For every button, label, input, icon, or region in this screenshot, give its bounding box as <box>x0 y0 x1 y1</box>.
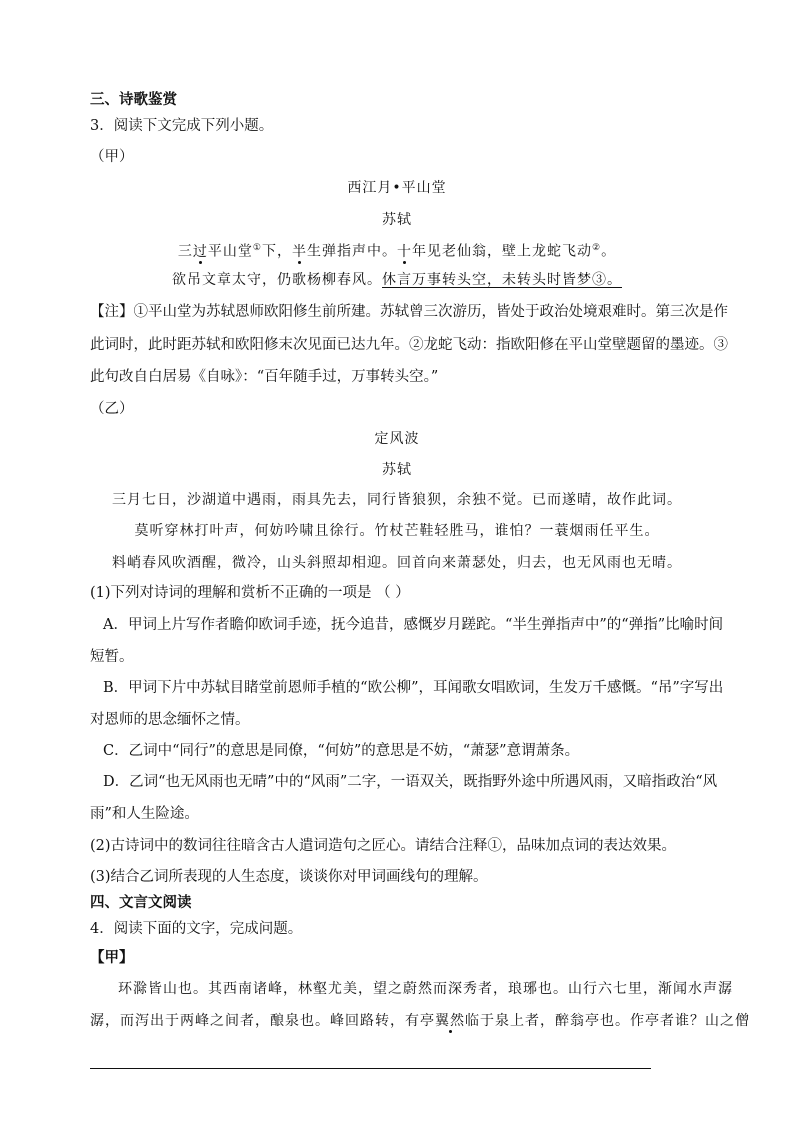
section-heading-classical: 四、文言文阅读 <box>90 895 192 911</box>
poem-yi-author: 苏轼 <box>382 462 412 478</box>
poem-jia-line-2: 欲吊文章太守，仍歌杨柳春风。休言万事转头空，未转头时皆梦③。 <box>172 272 622 288</box>
passage-line-1: 环滁皆山也。其西南诸峰，林壑尤美，望之蔚然而深秀者，琅琊也。山行六七里，渐闻水声潺 <box>118 981 733 997</box>
option-d-line-2: 雨”和人生险途。 <box>90 806 199 822</box>
emphasis-dot-char: 半 <box>292 243 307 260</box>
option-a-line-1: A．甲词上片写作者瞻仰欧词手迹，抚今追昔，感慨岁月蹉跎。“半生弹指声中”的“弹指”比喻时间 <box>103 617 724 633</box>
passage-line-2: 潺，而泻出于两峰之间者，酿泉也。峰回路转，有亭翼然临于泉上者，醉翁亭也。作亭者谁？山之僧 <box>90 1013 750 1029</box>
option-d-line-1: D．乙词“也无风雨也无晴”中的“风雨”二字，一语双关，既指野外途中所遇风雨，又暗指政治“风 <box>103 774 718 790</box>
subquestion-1-stem: (1)下列对诗词的理解和赏析不正确的一项是 （ ） <box>90 585 410 601</box>
poem-jia-title: 西江月•平山堂 <box>347 180 447 196</box>
footer-rule <box>90 1068 651 1069</box>
footnote-marker: ② <box>592 243 602 253</box>
poem-yi-label: （乙） <box>90 401 134 417</box>
question-3-stem: 3．阅读下文完成下列小题。 <box>90 118 274 134</box>
poem-yi-line-1: 莫听穿林打叶声，何妨吟啸且徐行。竹杖芒鞋轻胜马，谁怕？一蓑烟雨任平生。 <box>134 523 660 539</box>
emphasis-dot-char: 过 <box>192 243 208 260</box>
subquestion-3-stem: (3)结合乙词所表现的人生态度，谈谈你对甲词画线句的理解。 <box>90 869 488 885</box>
poem-jia-note-line-3: 此句改自白居易《自咏》：“百年随手过，万事转头空。” <box>90 369 439 385</box>
emphasis-dot-text: 翼然 <box>435 1013 465 1029</box>
emphasis-dot-char: 十 <box>397 243 412 260</box>
poem-jia-note-line-2: 此词时，此时距苏轼和欧阳修末次见面已达九年。②龙蛇飞动：指欧阳修在平山堂壁题留的墨迹。③ <box>90 337 728 353</box>
option-a-line-2: 短暂。 <box>90 649 134 665</box>
poem-yi-line-2: 料峭春风吹酒醒，微冷，山头斜照却相迎。回首向来萧瑟处，归去，也无风雨也无晴。 <box>112 555 682 571</box>
underlined-sentence: 休言万事转头空，未转头时皆梦③。 <box>382 272 622 288</box>
poem-yi-preface: 三月七日，沙湖道中遇雨，雨具先去，同行皆狼狈，余独不觉。已而遂晴，故作此词。 <box>112 492 682 508</box>
poem-jia-label: （甲） <box>90 149 134 165</box>
poem-jia-author: 苏轼 <box>382 212 412 228</box>
section-heading-poetry: 三、诗歌鉴赏 <box>90 92 177 108</box>
question-4-stem: 4．阅读下面的文字，完成问题。 <box>90 921 303 937</box>
option-b-line-1: B．甲词下片中苏轼目睹堂前恩师手植的“欧公柳”，耳闻歌女唱欧词，生发万千感慨。“吊”字写出 <box>103 680 724 696</box>
passage-jia-label: 【甲】 <box>90 950 134 966</box>
footnote-marker: ① <box>252 243 262 253</box>
option-b-line-2: 对恩师的思念缅怀之情。 <box>90 712 250 728</box>
subquestion-2-stem: (2)古诗词中的数词往往暗含古人遣词造句之匠心。请结合注释①，品味加点词的表达效果。 <box>90 838 677 854</box>
option-c: C．乙词中“同行”的意思是同僚，“何妨”的意思是不妨，“萧瑟”意谓萧条。 <box>103 743 580 759</box>
poem-jia-note-line-1: 【注】①平山堂为苏轼恩师欧阳修生前所建。苏轼曾三次游历，皆处于政治处境艰难时。第三次是作 <box>90 304 728 320</box>
poem-yi-title: 定风波 <box>374 431 420 447</box>
poem-jia-line-1: 三过平山堂①下，半生弹指声中。十年见老仙翁，壁上龙蛇飞动②。 <box>177 243 617 260</box>
